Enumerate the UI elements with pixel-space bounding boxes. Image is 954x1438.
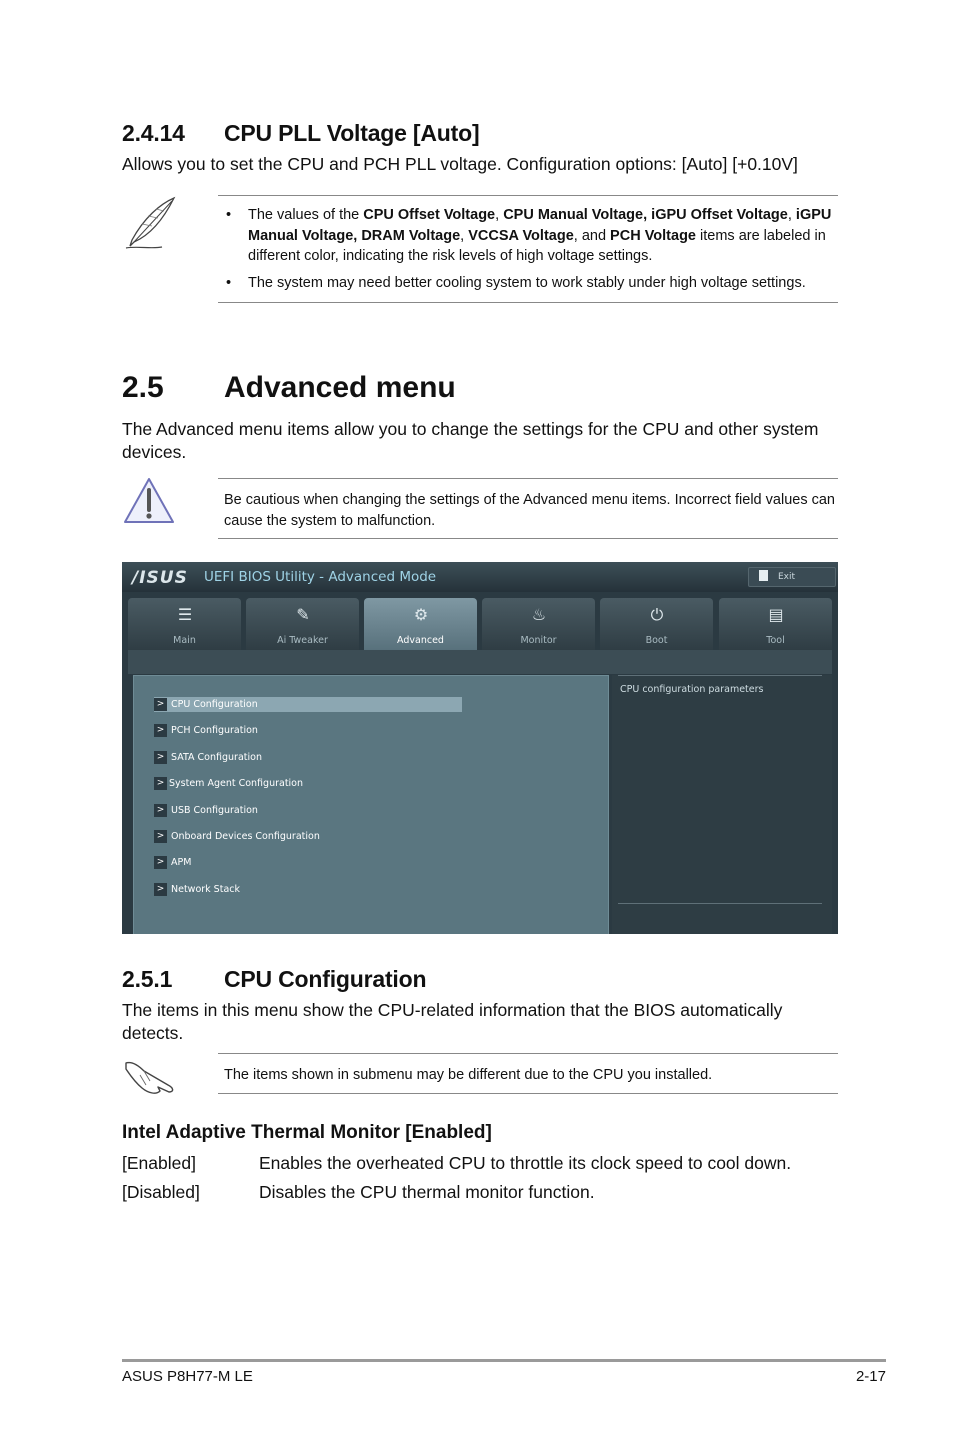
chevron-right-icon: > <box>154 724 167 737</box>
warning-triangle-icon <box>122 476 176 526</box>
feather-pen-icon <box>122 196 180 252</box>
section-title: CPU Configuration <box>224 966 427 992</box>
bullet-dot: • <box>226 207 232 223</box>
note-text: , <box>495 207 504 223</box>
chevron-right-icon: > <box>154 751 167 764</box>
menu-item-sata-configuration[interactable] <box>154 750 262 765</box>
exit-door-icon <box>759 570 768 581</box>
tab-main[interactable] <box>128 598 241 650</box>
note-bold: CPU Manual Voltage, iGPU Offset Voltage <box>503 207 788 223</box>
caution-bottom-rule <box>218 538 838 539</box>
note-bottom-rule <box>218 302 838 303</box>
menu-item-label: SATA Configuration <box>171 752 262 763</box>
bios-title-bar <box>122 562 838 592</box>
chevron-right-icon: > <box>154 698 167 711</box>
tab-label: Tool <box>766 635 785 646</box>
section-title: CPU PLL Voltage [Auto] <box>224 120 480 146</box>
bios-window-title: UEFI BIOS Utility - Advanced Mode <box>204 569 437 585</box>
caution-text: Be cautious when changing the settings of the Advanced menu items. Incorrect field values can cause the system to malfunction. <box>224 492 835 529</box>
option-disabled-label: [Disabled] <box>122 1182 200 1202</box>
section-heading-2-5 <box>122 371 456 405</box>
note-bullet-2 <box>226 273 838 294</box>
section-description: The items in this menu show the CPU-related information that the BIOS automatically detects. <box>122 1000 783 1043</box>
note-text: , <box>460 227 469 244</box>
note-text-cpu: The items shown in submenu may be different due to the CPU you installed. <box>224 1067 713 1083</box>
menu-item-usb-configuration[interactable] <box>154 803 258 818</box>
section-description: Allows you to set the CPU and PCH PLL voltage. Configuration options: [Auto] [+0.10V] <box>122 154 798 174</box>
note-bold: iGPU Manual Voltage, DRAM Voltage <box>248 207 832 244</box>
power-icon: ⏻ <box>650 605 664 624</box>
note-text: , <box>787 207 796 223</box>
section-number: 2.5 <box>122 371 164 404</box>
section-description: The Advanced menu items allow you to change the settings for the CPU and other system devices. <box>122 419 819 462</box>
bios-help-panel <box>612 675 832 934</box>
tab-tool[interactable] <box>719 598 832 650</box>
section-heading-2-5-1 <box>122 966 426 993</box>
chevron-right-icon: > <box>154 883 167 896</box>
bios-subheader-bar <box>128 650 832 674</box>
footer-page-number: 2-17 <box>855 1368 886 1385</box>
footer-product-name: ASUS P8H77-M LE <box>122 1368 253 1385</box>
chevron-right-icon: > <box>154 804 167 817</box>
chevron-right-icon: > <box>154 830 167 843</box>
note-bottom-rule <box>218 1093 838 1094</box>
section-number: 2.5.1 <box>122 966 173 992</box>
bullet-dot: • <box>226 274 232 291</box>
note-text: The values of the <box>248 207 364 223</box>
tab-label: Monitor <box>520 635 557 646</box>
note-bold: VCCSA Voltage <box>468 227 574 244</box>
tab-label: Main <box>173 635 196 646</box>
menu-item-label: Onboard Devices Configuration <box>171 831 320 842</box>
note-text: items are labeled in different color, indicating the risk levels of high voltage settings. <box>248 227 826 264</box>
menu-item-label: APM <box>171 857 192 868</box>
menu-item-label: CPU Configuration <box>171 699 258 710</box>
menu-item-label: USB Configuration <box>171 805 258 816</box>
tab-label: Boot <box>645 635 668 646</box>
option-enabled-label: [Enabled] <box>122 1153 196 1173</box>
note-box-voltage <box>226 205 838 299</box>
bios-tab-bar <box>128 598 832 650</box>
exit-button[interactable] <box>748 567 836 587</box>
advanced-icon: ⚙ <box>413 605 429 624</box>
chevron-right-icon: > <box>154 856 167 869</box>
help-divider <box>618 675 822 676</box>
tab-ai-tweaker[interactable] <box>246 598 359 650</box>
chevron-right-icon: > <box>154 777 167 790</box>
asus-logo: /ISUS <box>132 568 188 588</box>
menu-item-onboard-devices-configuration[interactable] <box>154 829 320 844</box>
exit-label: Exit <box>778 572 796 582</box>
menu-item-label: Network Stack <box>171 884 240 895</box>
caution-top-rule <box>218 478 838 479</box>
tab-label: Advanced <box>397 635 444 646</box>
tool-icon: ▤ <box>768 605 784 624</box>
option-enabled-desc: Enables the overheated CPU to throttle its clock speed to cool down. <box>259 1153 792 1173</box>
section-number: 2.4.14 <box>122 120 185 146</box>
menu-item-label: System Agent Configuration <box>169 778 304 789</box>
help-text: CPU configuration parameters <box>620 684 764 695</box>
pointing-hand-icon <box>122 1055 180 1097</box>
monitor-icon: ♨ <box>531 605 547 624</box>
menu-item-system-agent-configuration[interactable] <box>154 776 303 791</box>
item-heading-thermal-monitor: Intel Adaptive Thermal Monitor [Enabled] <box>122 1122 492 1143</box>
note-bullet-1 <box>226 205 838 267</box>
tweaker-icon: ✎ <box>296 605 310 624</box>
menu-item-apm[interactable] <box>154 855 191 870</box>
tab-advanced[interactable] <box>364 598 477 650</box>
menu-item-network-stack[interactable] <box>154 882 240 897</box>
list-icon: ☰ <box>177 605 193 624</box>
option-disabled-desc: Disables the CPU thermal monitor function. <box>259 1182 595 1202</box>
note-text: The system may need better cooling system to work stably under high voltage settings. <box>248 274 806 291</box>
tab-boot[interactable] <box>600 598 713 650</box>
note-bold: PCH Voltage <box>610 227 696 244</box>
tab-monitor[interactable] <box>482 598 595 650</box>
note-top-rule <box>218 1053 838 1054</box>
note-top-rule <box>218 195 838 196</box>
tab-label: Ai Tweaker <box>277 635 328 646</box>
section-heading-2-4-14 <box>122 120 479 147</box>
menu-item-pch-configuration[interactable] <box>154 723 258 738</box>
bios-menu-panel <box>133 675 609 934</box>
section-title: Advanced menu <box>224 371 456 404</box>
note-text: , and <box>573 227 611 244</box>
menu-item-label: PCH Configuration <box>171 725 258 736</box>
menu-item-cpu-configuration[interactable] <box>154 697 462 712</box>
help-divider <box>618 903 822 904</box>
bios-screenshot <box>122 562 838 934</box>
note-bold: CPU Offset Voltage <box>363 207 496 223</box>
footer-rule <box>122 1359 886 1362</box>
